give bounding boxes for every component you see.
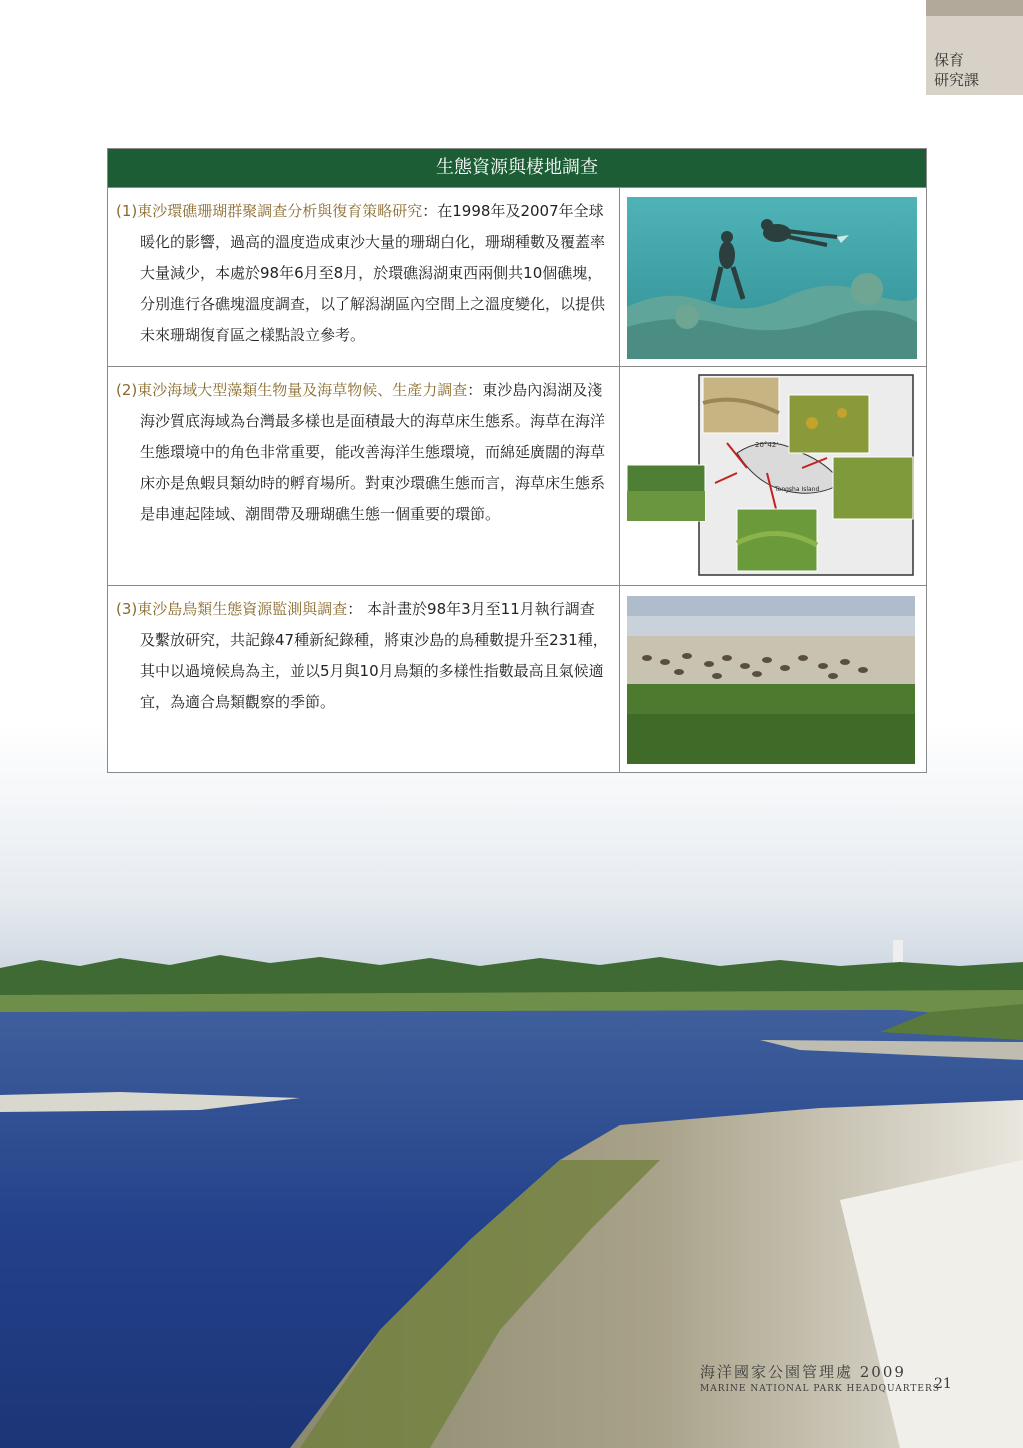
row-body: ：東沙島內潟湖及淺海沙質底海域為台灣最多樣也是面積最大的海草床生態系。海草在海洋生態環境中的角色非常重要，能改善海洋生態環境，而綿延廣闊的海草床亦是魚蝦貝類幼時的孵育場所。對東沙環礁生態而言，海草床生態系是串連起陸域、潮間帶及珊瑚礁生態一個重要的環節。 [140, 381, 606, 523]
map-lat-label: 20°42' [755, 441, 779, 449]
row-title: 東沙海域大型藻類生物量及海草物候、生產力調查 [137, 381, 468, 399]
row-number: (1) [116, 202, 138, 220]
survey-table [107, 148, 927, 773]
row-number: (3) [116, 600, 138, 618]
table-header: 生態資源與棲地調查 [108, 149, 926, 187]
map-island-label: Tongsha Island [775, 486, 820, 493]
row-text [108, 188, 620, 366]
footer-brand-zh: 海洋國家公園管理處 2009 [700, 1363, 906, 1381]
row-title: 東沙島鳥類生態資源監測與調查 [137, 600, 348, 618]
seagrass-map-collage [620, 367, 926, 585]
row-title: 東沙環礁珊瑚群聚調查分析與復育策略研究 [137, 202, 423, 220]
row-body: ：在1998年及2007年全球暖化的影響，過高的溫度造成東沙大量的珊瑚白化，珊瑚種數及覆蓋率大量減少，本處於98年6月至8月，於環礁潟湖東西兩側共10個礁塊，分別進行各礁塊溫度調查，以了解潟湖區內空間上之溫度變化，以提供未來珊瑚復育區之樣點設立參考。 [140, 202, 606, 344]
section-tab [926, 0, 1023, 95]
shorebirds-photo [620, 586, 926, 772]
footer-brand-en: MARINE NATIONAL PARK HEADQUARTERS [700, 1384, 940, 1394]
page-number: 21 [934, 1376, 952, 1392]
row-text [108, 586, 620, 772]
table-row [108, 366, 926, 585]
table-row [108, 187, 926, 366]
underwater-divers-photo [620, 188, 926, 366]
section-tab-label: 保育 研究課 [934, 51, 980, 89]
footer-brand [700, 1361, 940, 1394]
table-row [108, 585, 926, 772]
row-text [108, 367, 620, 585]
row-number: (2) [116, 381, 138, 399]
row-body: ： 本計畫於98年3月至11月執行調查及繫放研究，共記錄47種新紀錄種，將東沙島的鳥種數提升至231種，其中以過境候鳥為主，並以5月與10月鳥類的多樣性指數最高且氣候適宜，為適合鳥類觀察的季節。 [140, 600, 608, 711]
section-tab-strip [926, 0, 1023, 16]
